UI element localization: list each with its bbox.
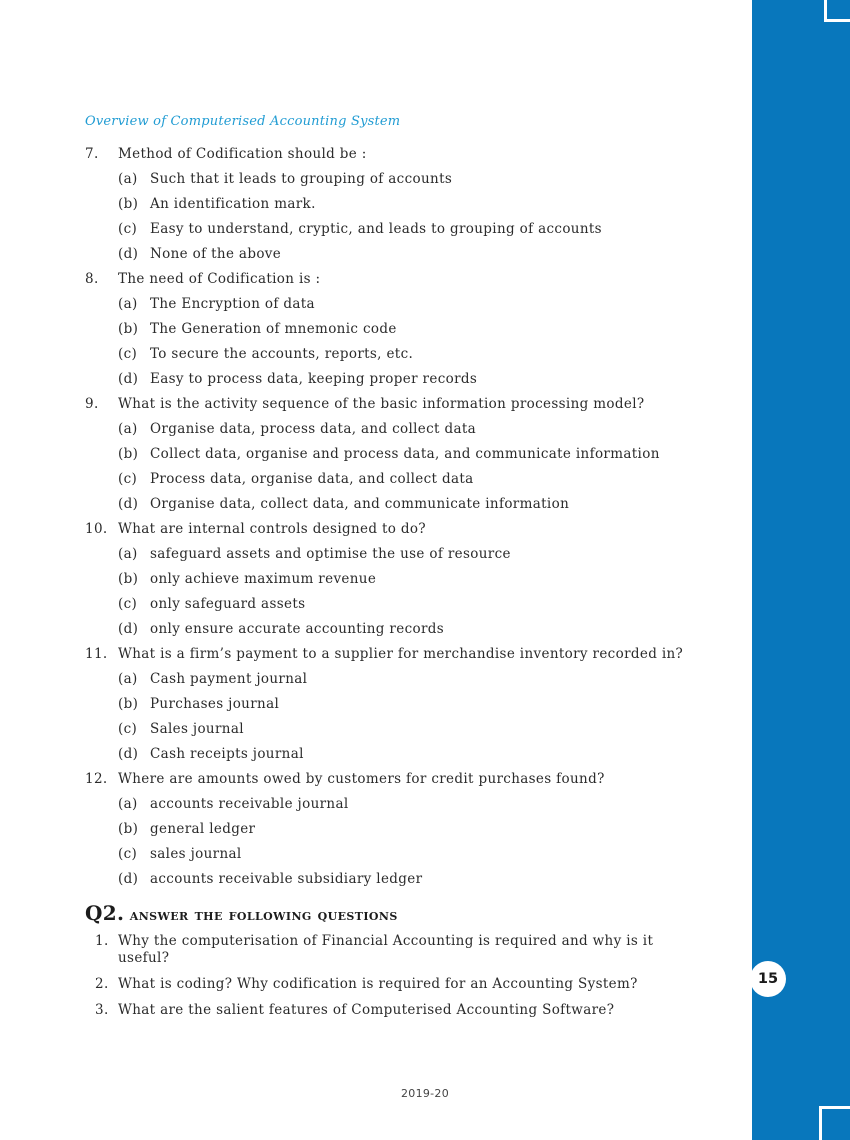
mcq-question-row	[85, 642, 705, 667]
mcq-question-row	[85, 267, 705, 292]
mcq-option-text: Process data, organise data, and collect data	[150, 471, 474, 487]
sidebar-strip	[752, 0, 850, 1140]
mcq-option-row	[85, 742, 705, 767]
mcq-option-label: (b)	[118, 821, 139, 837]
mcq-option-text: Organise data, collect data, and communicate information	[150, 496, 570, 512]
mcq-option-text: accounts receivable journal	[150, 796, 349, 812]
mcq-item	[85, 392, 705, 517]
mcq-option-text: Collect data, organise and process data, and communicate information	[150, 446, 660, 462]
mcq-option-label: (b)	[118, 446, 139, 462]
essay-question-number: 3.	[95, 1002, 109, 1018]
mcq-option-label: (d)	[118, 621, 139, 637]
mcq-item	[85, 642, 705, 767]
mcq-option-row	[85, 542, 705, 567]
mcq-item	[85, 142, 705, 267]
mcq-option-text: Cash payment journal	[150, 671, 308, 687]
mcq-question-row	[85, 767, 705, 792]
mcq-option-row	[85, 317, 705, 342]
mcq-option-text: Organise data, process data, and collect data	[150, 421, 477, 437]
mcq-option-row	[85, 367, 705, 392]
mcq-item	[85, 517, 705, 642]
mcq-question-text: What is the activity sequence of the basic information processing model?	[118, 396, 645, 412]
mcq-item	[85, 767, 705, 892]
page-number: 15	[757, 971, 779, 987]
mcq-option-row	[85, 692, 705, 717]
mcq-option-label: (d)	[118, 496, 139, 512]
essay-question-text: What are the salient features of Computerised Accounting Software?	[118, 1002, 615, 1018]
mcq-option-text: sales journal	[150, 846, 242, 862]
mcq-option-label: (d)	[118, 246, 139, 262]
essay-question-text: What is coding? Why codification is required for an Accounting System?	[118, 976, 638, 992]
mcq-option-text: To secure the accounts, reports, etc.	[150, 346, 414, 362]
mcq-option-label: (b)	[118, 321, 139, 337]
page-number-badge	[750, 961, 786, 997]
mcq-question-text: Where are amounts owed by customers for credit purchases found?	[118, 771, 605, 787]
mcq-option-row	[85, 792, 705, 817]
mcq-option-row	[85, 867, 705, 892]
mcq-option-row	[85, 667, 705, 692]
mcq-question-text: What is a firm’s payment to a supplier for merchandise inventory recorded in?	[118, 646, 684, 662]
corner-square-bottom-icon	[819, 1106, 850, 1140]
mcq-option-text: Easy to understand, cryptic, and leads to grouping of accounts	[150, 221, 602, 237]
mcq-option-label: (c)	[118, 221, 138, 237]
section-heading-title: answer the following questions	[129, 905, 398, 924]
mcq-option-label: (a)	[118, 171, 138, 187]
essay-question-number: 2.	[95, 976, 109, 992]
mcq-option-label: (c)	[118, 471, 138, 487]
mcq-option-label: (c)	[118, 846, 138, 862]
mcq-option-row	[85, 342, 705, 367]
mcq-option-text: None of the above	[150, 246, 282, 262]
mcq-list	[85, 142, 705, 892]
mcq-option-row	[85, 717, 705, 742]
mcq-option-row	[85, 492, 705, 517]
mcq-question-text: What are internal controls designed to do?	[118, 521, 426, 537]
mcq-option-label: (a)	[118, 796, 138, 812]
mcq-option-row	[85, 217, 705, 242]
mcq-option-text: accounts receivable subsidiary ledger	[150, 871, 423, 887]
mcq-question-number: 10.	[85, 521, 108, 537]
essay-question-number: 1.	[95, 933, 109, 949]
mcq-option-text: An identification mark.	[150, 196, 316, 212]
mcq-option-label: (a)	[118, 546, 138, 562]
footer-year: 2019-20	[400, 1087, 450, 1100]
mcq-question-row	[85, 142, 705, 167]
running-head: Overview of Computerised Accounting System	[85, 114, 401, 129]
mcq-question-number: 12.	[85, 771, 108, 787]
mcq-option-text: safeguard assets and optimise the use of resource	[150, 546, 511, 562]
mcq-option-text: Purchases journal	[150, 696, 280, 712]
essay-question-item	[85, 933, 705, 967]
mcq-option-label: (d)	[118, 746, 139, 762]
mcq-option-label: (a)	[118, 421, 138, 437]
mcq-question-row	[85, 392, 705, 417]
mcq-question-number: 9.	[85, 396, 99, 412]
mcq-option-row	[85, 467, 705, 492]
page-content	[85, 0, 705, 1028]
essay-question-list	[85, 933, 705, 1019]
mcq-option-row	[85, 167, 705, 192]
essay-question-item	[85, 976, 705, 993]
mcq-option-row	[85, 242, 705, 267]
mcq-option-text: Cash receipts journal	[150, 746, 304, 762]
mcq-item	[85, 267, 705, 392]
mcq-option-label: (c)	[118, 721, 138, 737]
mcq-option-label: (a)	[118, 671, 138, 687]
mcq-question-number: 7.	[85, 146, 99, 162]
mcq-option-label: (b)	[118, 696, 139, 712]
mcq-option-row	[85, 442, 705, 467]
mcq-option-label: (d)	[118, 371, 139, 387]
mcq-option-label: (d)	[118, 871, 139, 887]
mcq-option-text: Easy to process data, keeping proper records	[150, 371, 478, 387]
mcq-option-label: (b)	[118, 571, 139, 587]
section-heading-prefix: Q2.	[85, 901, 125, 925]
mcq-option-row	[85, 617, 705, 642]
mcq-question-row	[85, 517, 705, 542]
mcq-option-text: Such that it leads to grouping of accounts	[150, 171, 453, 187]
mcq-option-row	[85, 567, 705, 592]
essay-question-text: Why the computerisation of Financial Accounting is required and why is it useful?	[118, 933, 654, 966]
mcq-question-number: 11.	[85, 646, 108, 662]
corner-square-top-icon	[824, 0, 850, 22]
mcq-option-text: The Encryption of data	[150, 296, 315, 312]
essay-question-item	[85, 1002, 705, 1019]
mcq-option-text: only ensure accurate accounting records	[150, 621, 445, 637]
mcq-question-number: 8.	[85, 271, 99, 287]
mcq-option-row	[85, 817, 705, 842]
mcq-option-label: (b)	[118, 196, 139, 212]
mcq-option-row	[85, 417, 705, 442]
mcq-question-text: The need of Codification is :	[118, 271, 321, 287]
mcq-question-text: Method of Codification should be :	[118, 146, 367, 162]
mcq-option-text: only safeguard assets	[150, 596, 306, 612]
mcq-option-row	[85, 192, 705, 217]
mcq-option-label: (c)	[118, 346, 138, 362]
mcq-option-row	[85, 292, 705, 317]
mcq-option-text: Sales journal	[150, 721, 244, 737]
mcq-option-row	[85, 842, 705, 867]
mcq-option-text: general ledger	[150, 821, 256, 837]
mcq-option-row	[85, 592, 705, 617]
mcq-option-text: The Generation of mnemonic code	[150, 321, 397, 337]
section-heading	[85, 901, 705, 925]
mcq-option-label: (c)	[118, 596, 138, 612]
mcq-option-label: (a)	[118, 296, 138, 312]
mcq-option-text: only achieve maximum revenue	[150, 571, 377, 587]
